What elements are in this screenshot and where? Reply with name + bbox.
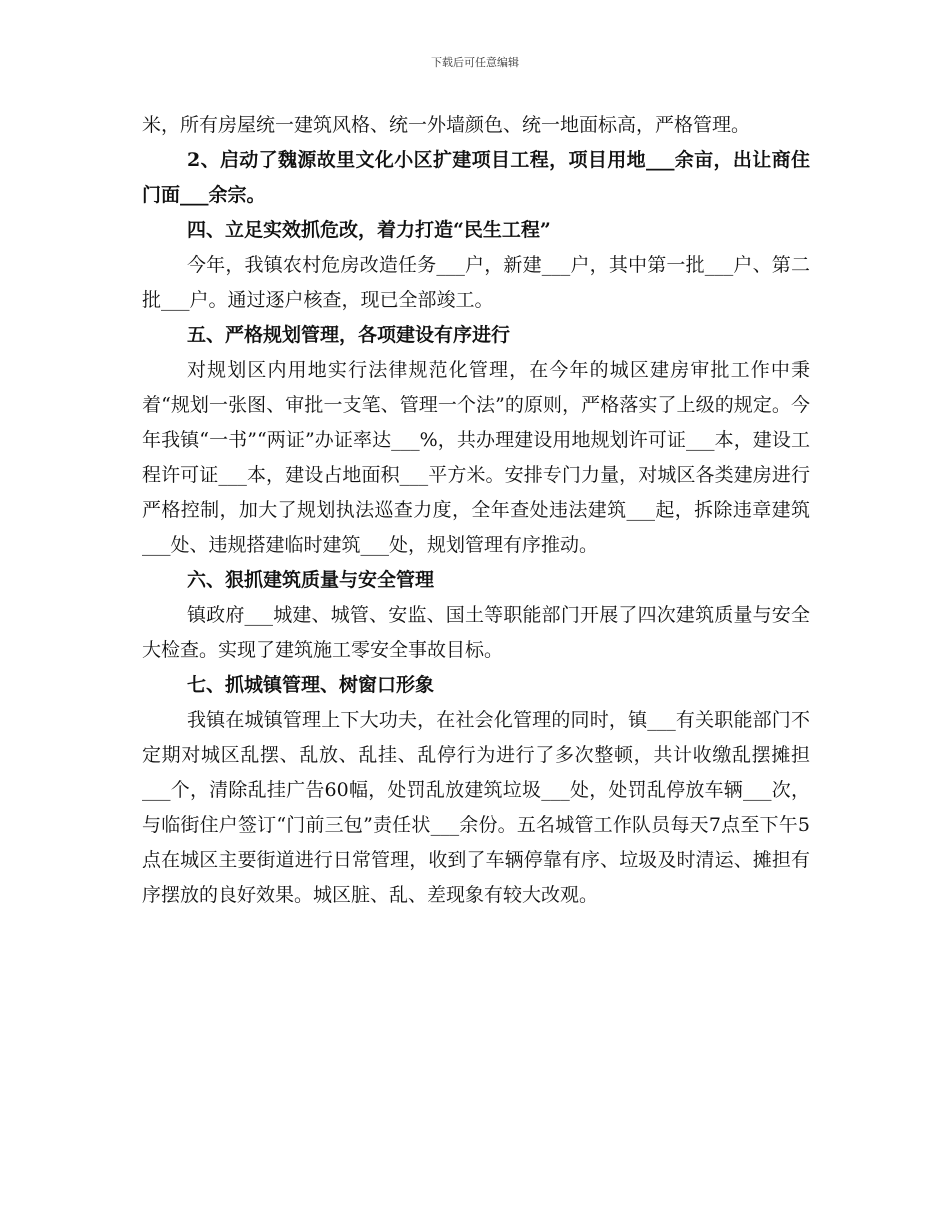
paragraph-town-management: 我镇在城镇管理上下大功夫，在社会化管理的同时，镇___有关职能部门不定期对城区乱摆、乱放、乱挂、乱停行为进行了多次整顿，共计收缴乱摆摊担___个，清除乱挂广告60幅，处罚乱放建筑垃圾___处，处罚乱停放车辆___次，与临街住户签订“门前三包”责任状___余份。五名城管工作队员每天7点至下午5点在城区主要街道进行日常管理，收到了车辆停靠有序、垃圾及时清运、摊担有序摆放的良好效果。城区脏、乱、差现象有较大改观。 [142, 709, 810, 906]
section-heading-6: 六、狠抓建筑质量与安全管理 [187, 569, 435, 591]
paragraph-housing-renovation: 今年，我镇农村危房改造任务___户，新建___户，其中第一批___户、第二批___户。通过逐户核查，现已全部竣工。 [142, 254, 810, 311]
section-heading-7: 七、抓城镇管理、树窗口形象 [187, 674, 435, 696]
page-header: 下载后可任意编辑 [431, 56, 519, 69]
section-heading-4: 四、立足实效抓危改，着力打造“民生工程” [187, 219, 551, 241]
paragraph-planning-management: 对规划区内用地实行法律规范化管理，在今年的城区建房审批工作中秉着“规划一张图、审批一支笔、管理一个法”的原则，严格落实了上级的规定。今年我镇“一书”“两证”办证率达___%，共办理建设用地规划许可证___本，建设工程许可证___本，建设占地面积___平方米。安排专门力量，对城区各类建房进行严格控制，加大了规划执法巡查力度，全年查处违法建筑___起，拆除违章建筑___处、违规搭建临时建筑___处，规划管理有序推动。 [142, 359, 810, 556]
document-body [142, 108, 810, 913]
paragraph-project-expansion: 2、启动了魏源故里文化小区扩建项目工程，项目用地___余亩，出让商住门面___余宗。 [142, 149, 810, 206]
paragraph-construction-safety: 镇政府___城建、城管、安监、国土等职能部门开展了四次建筑质量与安全大检查。实现了建筑施工零安全事故目标。 [142, 604, 810, 661]
paragraph-continuation: 米，所有房屋统一建筑风格、统一外墙颜色、统一地面标高，严格管理。 [142, 114, 751, 136]
section-heading-5: 五、严格规划管理，各项建设有序进行 [187, 324, 511, 346]
